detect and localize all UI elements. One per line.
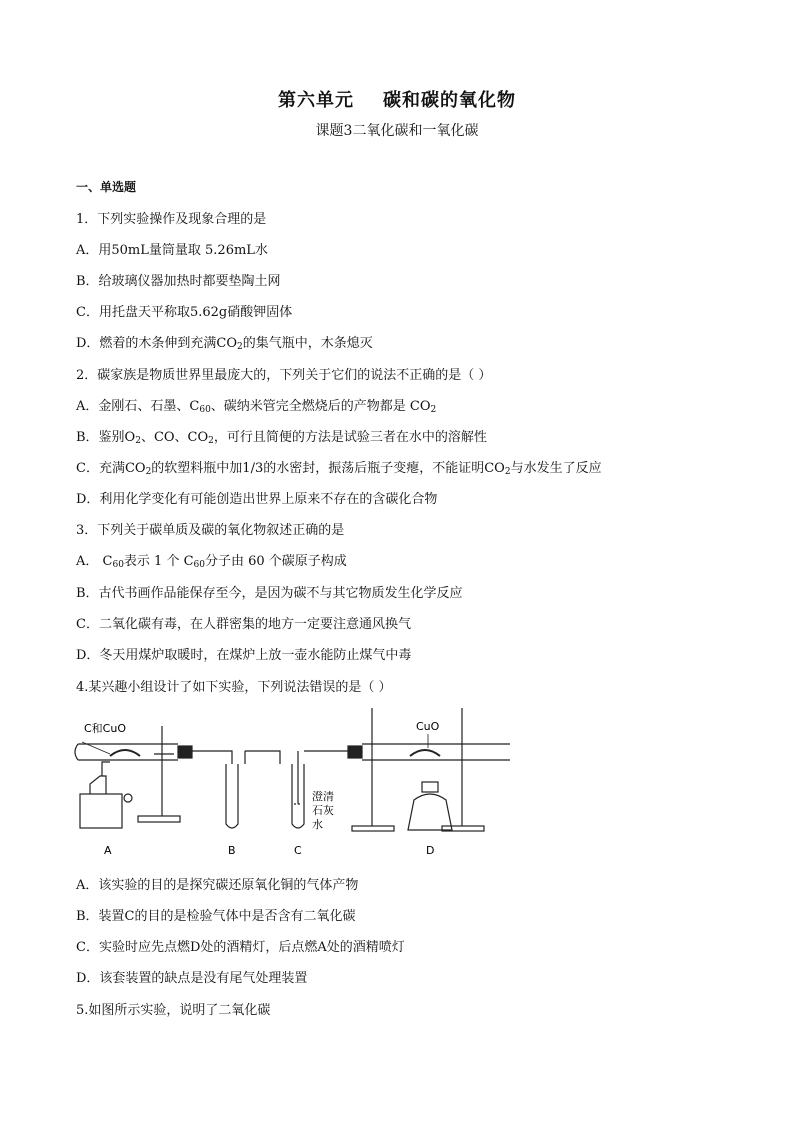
sample-c-cuo [110,750,140,756]
question-4-stem: 4.某兴趣小组设计了如下实验，下列说法错误的是（ ） [76,680,392,695]
label-c: C [294,844,302,857]
label-c-cuo: C和CuO [84,722,126,735]
lamp-wick [422,782,438,792]
label-cuo: CuO [416,720,440,733]
sample-cuo [410,750,440,756]
stopper-d-left [348,746,362,758]
question-3-option-d: D．冬天用煤炉取暖时，在煤炉上放一壶水能防止煤气中毒 [76,648,412,663]
question-4-option-a: A．该实验的目的是探究碳还原氧化铜的气体产物 [76,878,359,893]
question-1-option-d: D．燃着的木条伸到充满$CO_2$的集气瓶中，木条熄灭 [76,336,373,352]
question-1-option-c: C．用托盘天平称取5.62g硝酸钾固体 [76,305,293,320]
tube-d [362,744,510,760]
test-tube-b [226,764,238,828]
stand-d1-base [352,826,394,831]
question-3-option-c: C．二氧化碳有毒，在人群密集的地方一定要注意通风换气 [76,617,411,632]
section-heading: 一、单选题 [76,180,137,194]
conn-ab [192,751,232,764]
stand-a-base [138,816,180,822]
burner-base [80,794,122,828]
question-4-option-b: B．装置C的目的是检验气体中是否含有二氧化碳 [76,909,356,924]
question-3-stem: 3．下列关于碳单质及碳的氧化物叙述正确的是 [76,523,345,538]
experiment-apparatus-figure [70,704,520,864]
question-4-option-d: D．该套装置的缺点是没有尾气处理装置 [76,971,308,986]
burner-nozzle [102,762,110,776]
question-1-stem: 1．下列实验操作及现象合理的是 [76,212,267,227]
burner-valve [124,794,132,802]
alcohol-lamp [408,794,452,830]
label-a: A [104,844,112,857]
label-limewater-3: 水 [312,818,323,831]
label-b: B [228,844,236,857]
stopper-a [178,746,192,758]
question-3-option-b: B．古代书画作品能保存至今，是因为碳不与其它物质发生化学反应 [76,586,463,601]
conn-bc [245,751,280,764]
burner-body [90,776,106,794]
question-2-option-a: A．金刚石、石墨、$C_{60}$、碳纳米管完全燃烧后的产物都是 $CO_2$ [76,399,437,415]
question-4-option-c: C．实验时应先点燃D处的酒精灯，后点燃A处的酒精喷灯 [76,940,405,955]
page-subtitle: 课题3二氧化碳和一氧化碳 [315,123,479,139]
label-d: D [426,844,435,857]
question-5-stem: 5.如图所示实验，说明了二氧化碳 [76,1003,271,1018]
question-3-option-a: A． $C_{60}$表示 1 个 $C_{60}$分子由 60 个碳原子构成 [76,554,347,570]
question-2-option-d: D．利用化学变化有可能创造出世界上原来不存在的含碳化合物 [76,492,438,507]
page-title: 第六单元 碳和碳的氧化物 [277,90,517,111]
question-2-option-b: B．鉴别$O_2$、CO、$CO_2$，可行且简便的方法是试验三者在水中的溶解性 [76,430,487,446]
question-2-option-c: C．充满$CO_2$的软塑料瓶中加1/3的水密封，振荡后瓶子变瘪，不能证明$CO_2$与水发生了反应 [76,461,602,477]
question-1-option-b: B．给玻璃仪器加热时都要垫陶土网 [76,274,281,289]
label-limewater-1: 澄清 [312,790,334,803]
question-2-stem: 2．碳家族是物质世界里最庞大的，下列关于它们的说法不正确的是（ ） [76,368,492,383]
label-limewater-2: 石灰 [312,804,334,817]
question-1-option-a: A．用50mL量筒量取 5.26mL水 [76,243,268,258]
